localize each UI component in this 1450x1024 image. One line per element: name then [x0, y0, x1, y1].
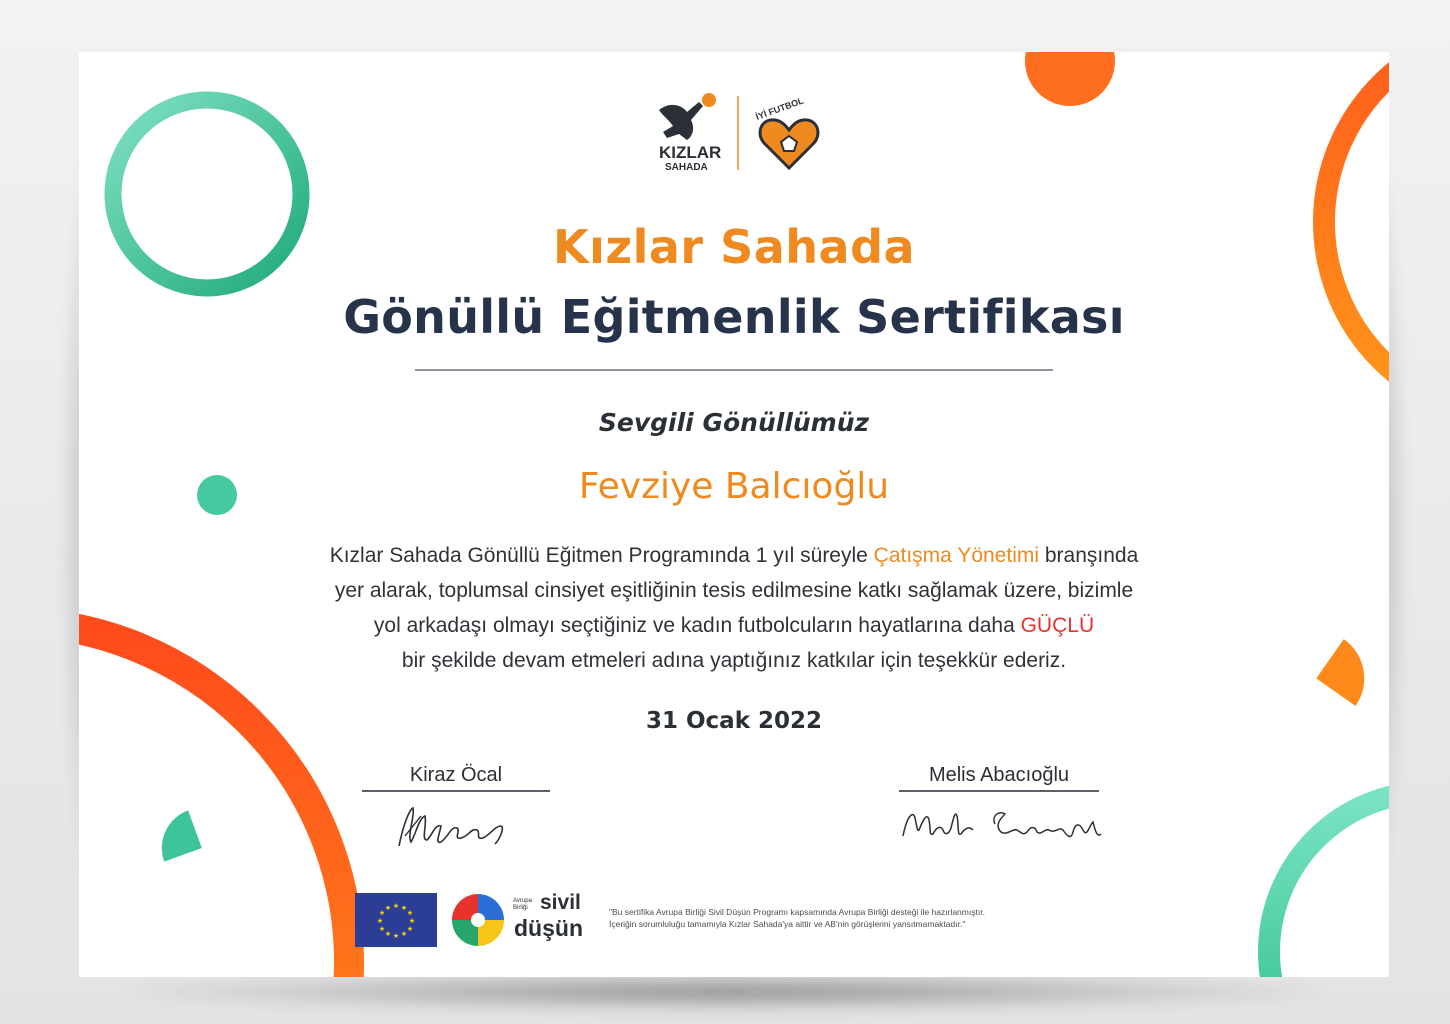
svg-text:★: ★ [384, 930, 392, 938]
signatory-name: Melis Abacıoğlu [928, 764, 1070, 786]
svg-text:SAHADA: SAHADA [665, 162, 708, 173]
body-line-3 [79, 608, 1389, 643]
body-text-segment: Kızlar Sahada Gönüllü Eğitmen Programında 1 yıl süreyle [329, 544, 874, 567]
svg-text:★: ★ [408, 917, 416, 925]
svg-text:★: ★ [376, 917, 384, 925]
signature-block-1 [362, 764, 550, 852]
sivil-dusun-puzzle-icon [448, 890, 508, 950]
svg-text:★: ★ [392, 902, 400, 910]
certificate-title-line2: Gönüllü Eğitmenlik Sertifikası [343, 290, 1125, 344]
eu-stars-icon [355, 893, 437, 947]
certificate-title-line1: Kızlar Sahada [552, 220, 916, 274]
greeting: Sevgili Gönüllümüz [598, 408, 870, 437]
recipient-name: Fevziye Balcıoğlu [578, 466, 890, 507]
disclaimer-line-2: İçeriğin sorumluluğu tamamıyla Kızlar Sahada'ya aittir ve AB'nin görüşlerini yansıtmamaktadır." [609, 919, 966, 929]
svg-text:İYİ FUTBOL: İYİ FUTBOL [754, 95, 805, 122]
brand-small-top: Avrupa [513, 898, 532, 904]
handwritten-signature-2 [899, 796, 1109, 852]
branch-name: Çatışma Yönetimi [873, 544, 1040, 567]
kizlar-sahada-logo [639, 90, 839, 180]
body-line-1 [79, 538, 1389, 573]
brand-word-sivil: sivil [540, 891, 581, 914]
svg-text:★: ★ [384, 904, 392, 912]
body-line-2: yer alarak, toplumsal cinsiyet eşitliğinin tesis edilmesine katkı sağlamak üzere, bizimle [334, 579, 1134, 602]
certificate-date: 31 Ocak 2022 [645, 708, 823, 734]
paper-shadow-bottom [130, 972, 1320, 1012]
body-line-4: bir şekilde devam etmeleri adına yaptığınız katkılar için teşekkür ederiz. [401, 649, 1067, 672]
decorative-shapes [79, 52, 1389, 977]
emphasis-word: GÜÇLÜ [1020, 614, 1095, 637]
svg-text:★: ★ [378, 925, 386, 933]
svg-text:KIZLAR: KIZLAR [659, 143, 722, 162]
teal-half-circle [151, 810, 202, 861]
svg-text:★: ★ [406, 909, 414, 917]
svg-text:★: ★ [378, 909, 386, 917]
certificate [79, 52, 1389, 977]
handwritten-signature-1 [391, 796, 521, 852]
brand-small-text [513, 898, 541, 912]
body-text-segment: branşında [1039, 544, 1139, 567]
teal-arc-right [1269, 792, 1389, 977]
funding-disclaimer [609, 906, 1229, 930]
footer [355, 890, 1255, 950]
title-divider [415, 369, 1053, 371]
svg-text:★: ★ [406, 925, 414, 933]
signature-line [899, 790, 1099, 792]
svg-text:★: ★ [400, 904, 408, 912]
brand-word-dusun: düşün [514, 915, 583, 941]
body-text-segment: yol arkadaşı olmayı seçtiğiniz ve kadın futbolcuların hayatlarına daha [373, 614, 1021, 637]
eu-flag-logo [355, 893, 437, 947]
logo-header [639, 90, 839, 180]
svg-text:★: ★ [392, 932, 400, 940]
certificate-body [79, 538, 1389, 678]
svg-text:★: ★ [400, 930, 408, 938]
disclaimer-line-1: "Bu sertifika Avrupa Birliği Sivil Düşün Programı kapsamında Avrupa Birliği desteği ile hazırlanmıştır. [609, 907, 985, 917]
signature-line [362, 790, 550, 792]
signatory-name: Kiraz Öcal [409, 764, 503, 786]
signature-block-2 [899, 764, 1099, 852]
brand-small-bottom: Birliği [513, 905, 528, 911]
orange-dot [1025, 52, 1115, 106]
